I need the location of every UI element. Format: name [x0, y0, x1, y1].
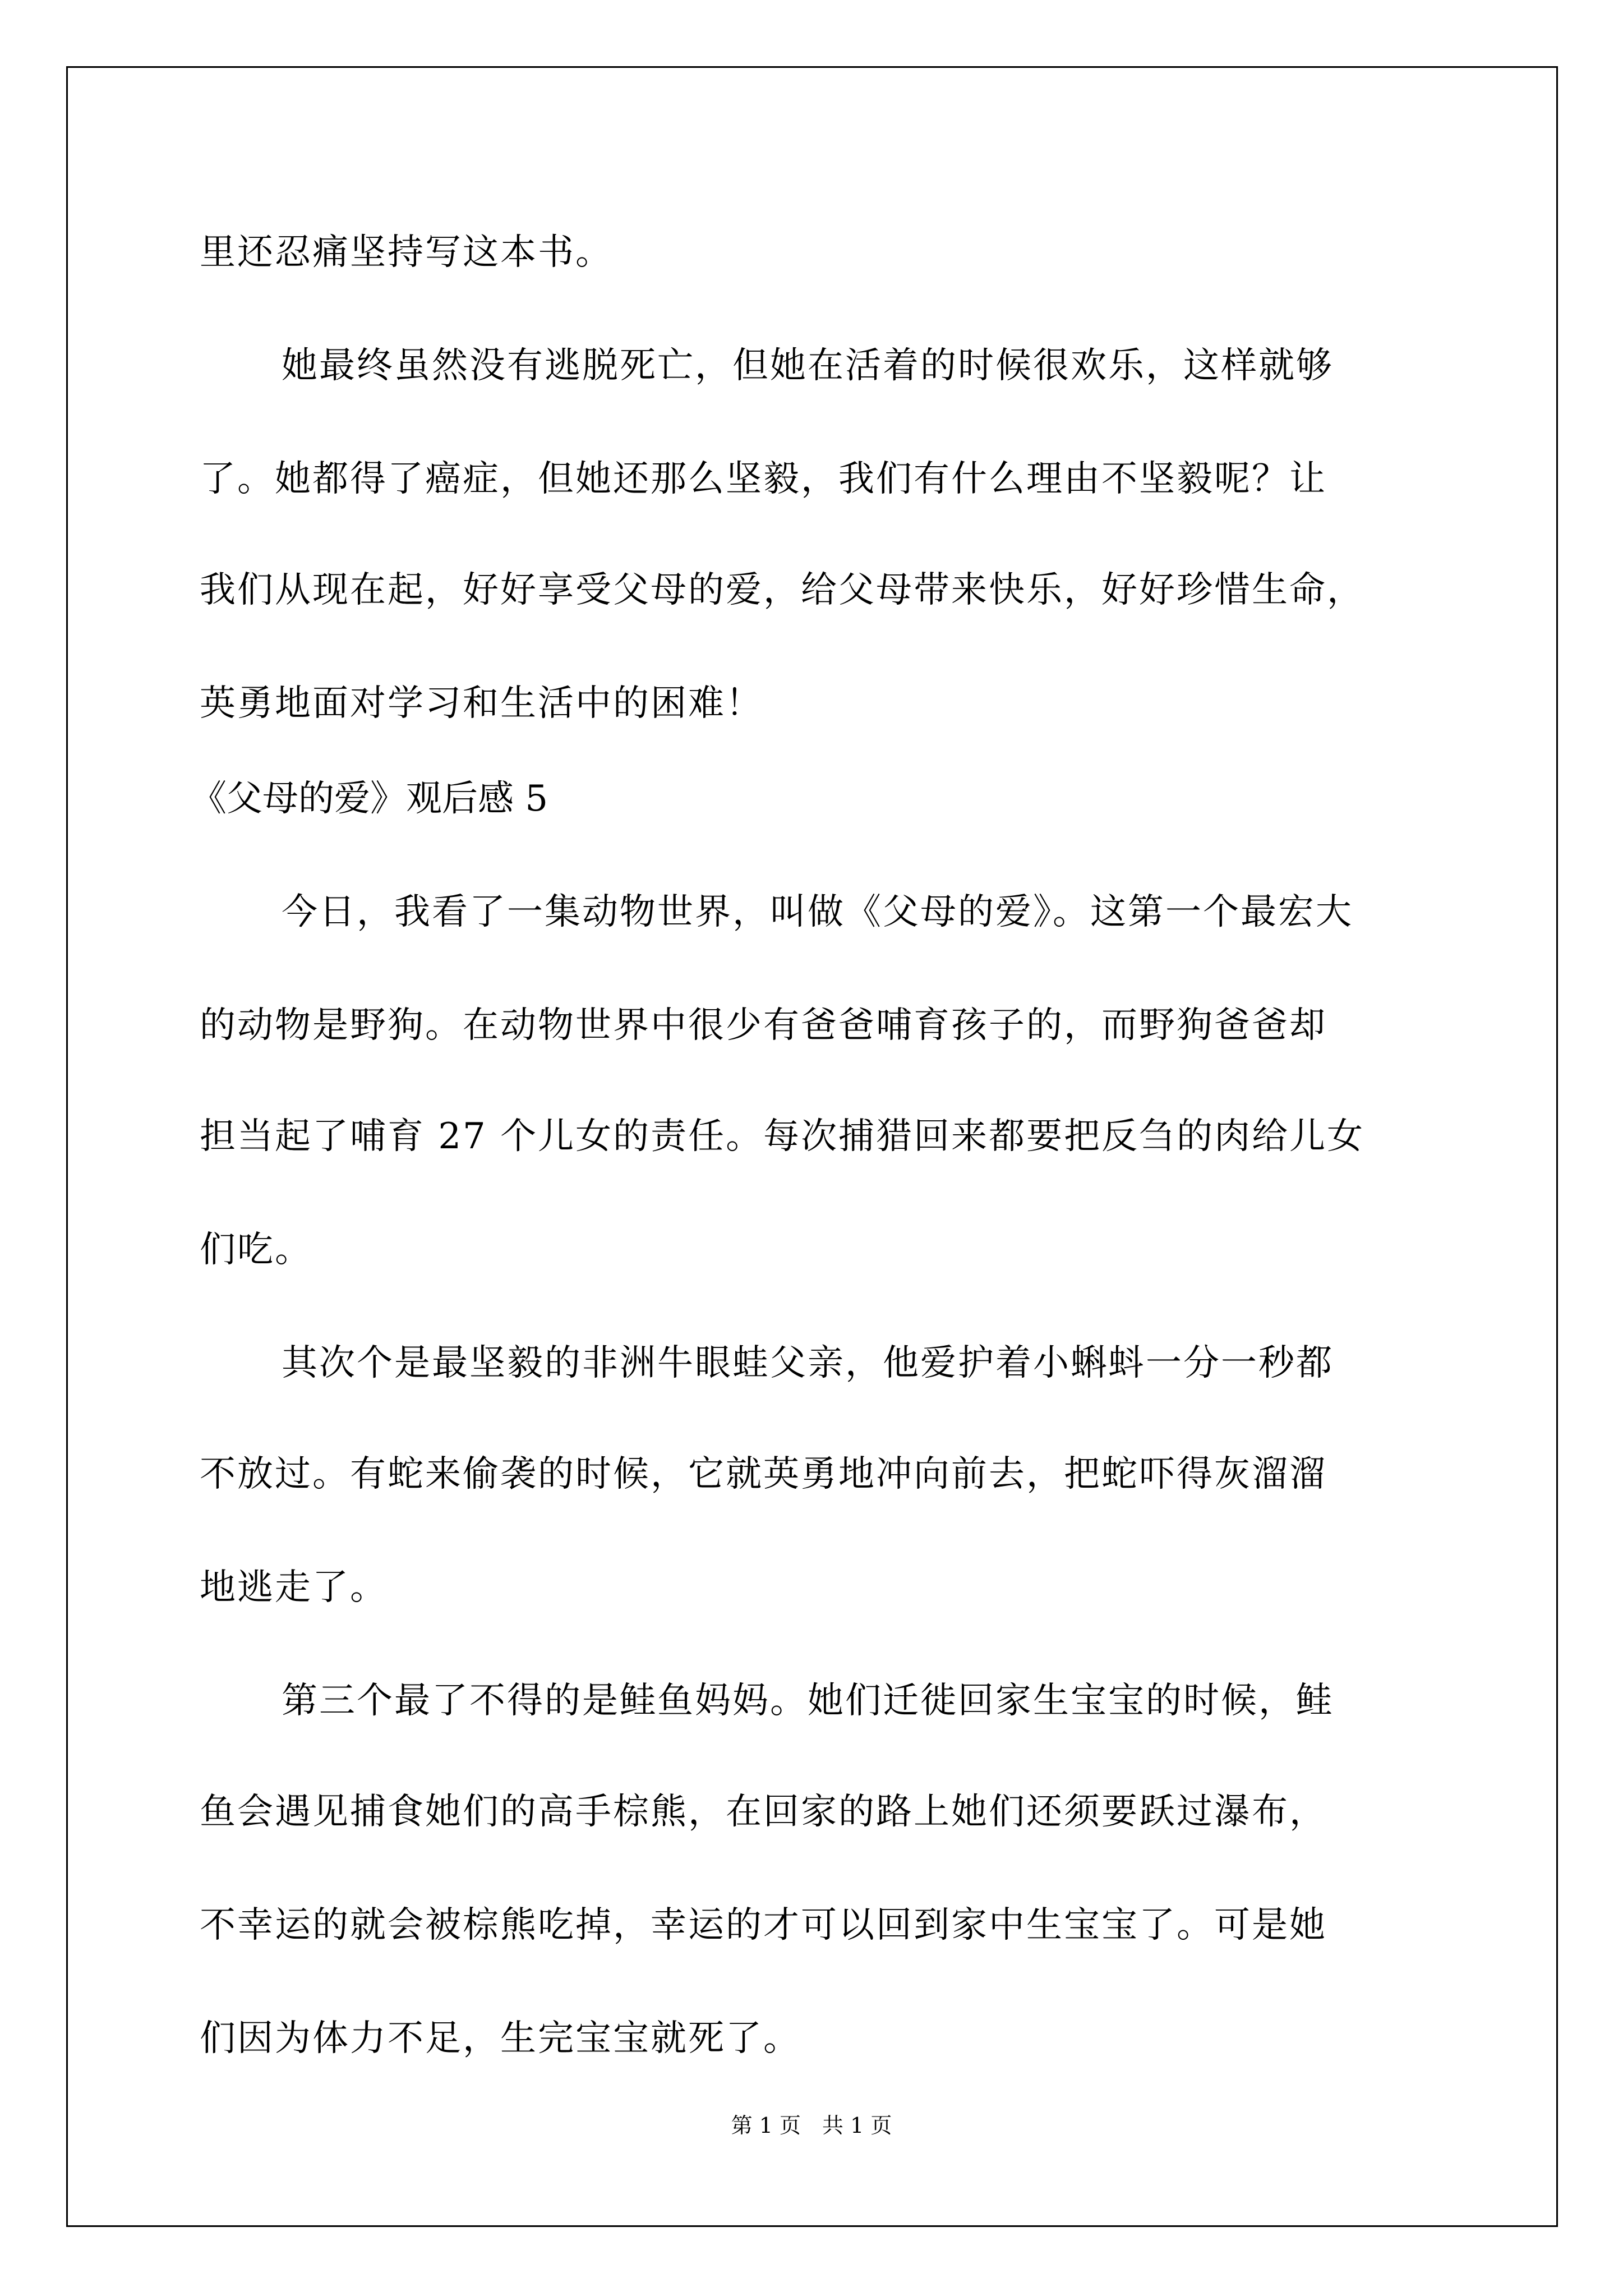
paragraph-line: 其次个是最坚毅的非洲牛眼蛙父亲，他爱护着小蝌蚪一分一秒都	[282, 1342, 1334, 1384]
paragraph-line: 的动物是野狗。在动物世界中很少有爸爸哺育孩子的，而野狗爸爸却	[200, 1005, 1327, 1046]
section-heading: 《父母的爱》观后感 5	[191, 778, 548, 820]
paragraph-line: 们因为体力不足，生完宝宝就死了。	[200, 2018, 801, 2059]
paragraph-line: 地逃走了。	[200, 1567, 388, 1608]
paragraph-line: 今日，我看了一集动物世界，叫做《父母的爱》。这第一个最宏大	[282, 891, 1353, 933]
paragraph-line: 她最终虽然没有逃脱死亡，但她在活着的时候很欢乐，这样就够	[282, 345, 1334, 386]
paragraph-line: 不幸运的就会被棕熊吃掉，幸运的才可以回到家中生宝宝了。可是她	[200, 1904, 1327, 1946]
paragraph-line: 英勇地面对学习和生活中的困难！	[200, 683, 763, 724]
paragraph-line: 不放过。有蛇来偷袭的时候，它就英勇地冲向前去，把蛇吓得灰溜溜	[200, 1453, 1327, 1495]
paragraph-line: 里还忍痛坚持写这本书。	[200, 232, 613, 273]
paragraph-line: 鱼会遇见捕食她们的高手棕熊，在回家的路上她们还须要跃过瀑布，	[200, 1791, 1327, 1833]
paragraph-line: 们吃。	[200, 1229, 312, 1271]
page-footer: 第 1 页 共 1 页	[731, 2113, 892, 2138]
paragraph-line: 第三个最了不得的是鲑鱼妈妈。她们迁徙回家生宝宝的时候，鲑	[282, 1680, 1334, 1722]
paragraph-line: 担当起了哺育 27 个儿女的责任。每次捕猎回来都要把反刍的肉给儿女	[200, 1116, 1365, 1157]
paragraph-line: 我们从现在起，好好享受父母的爱，给父母带来快乐，好好珍惜生命，	[200, 569, 1364, 611]
paragraph-line: 了。她都得了癌症，但她还那么坚毅，我们有什么理由不坚毅呢？让	[200, 458, 1327, 500]
